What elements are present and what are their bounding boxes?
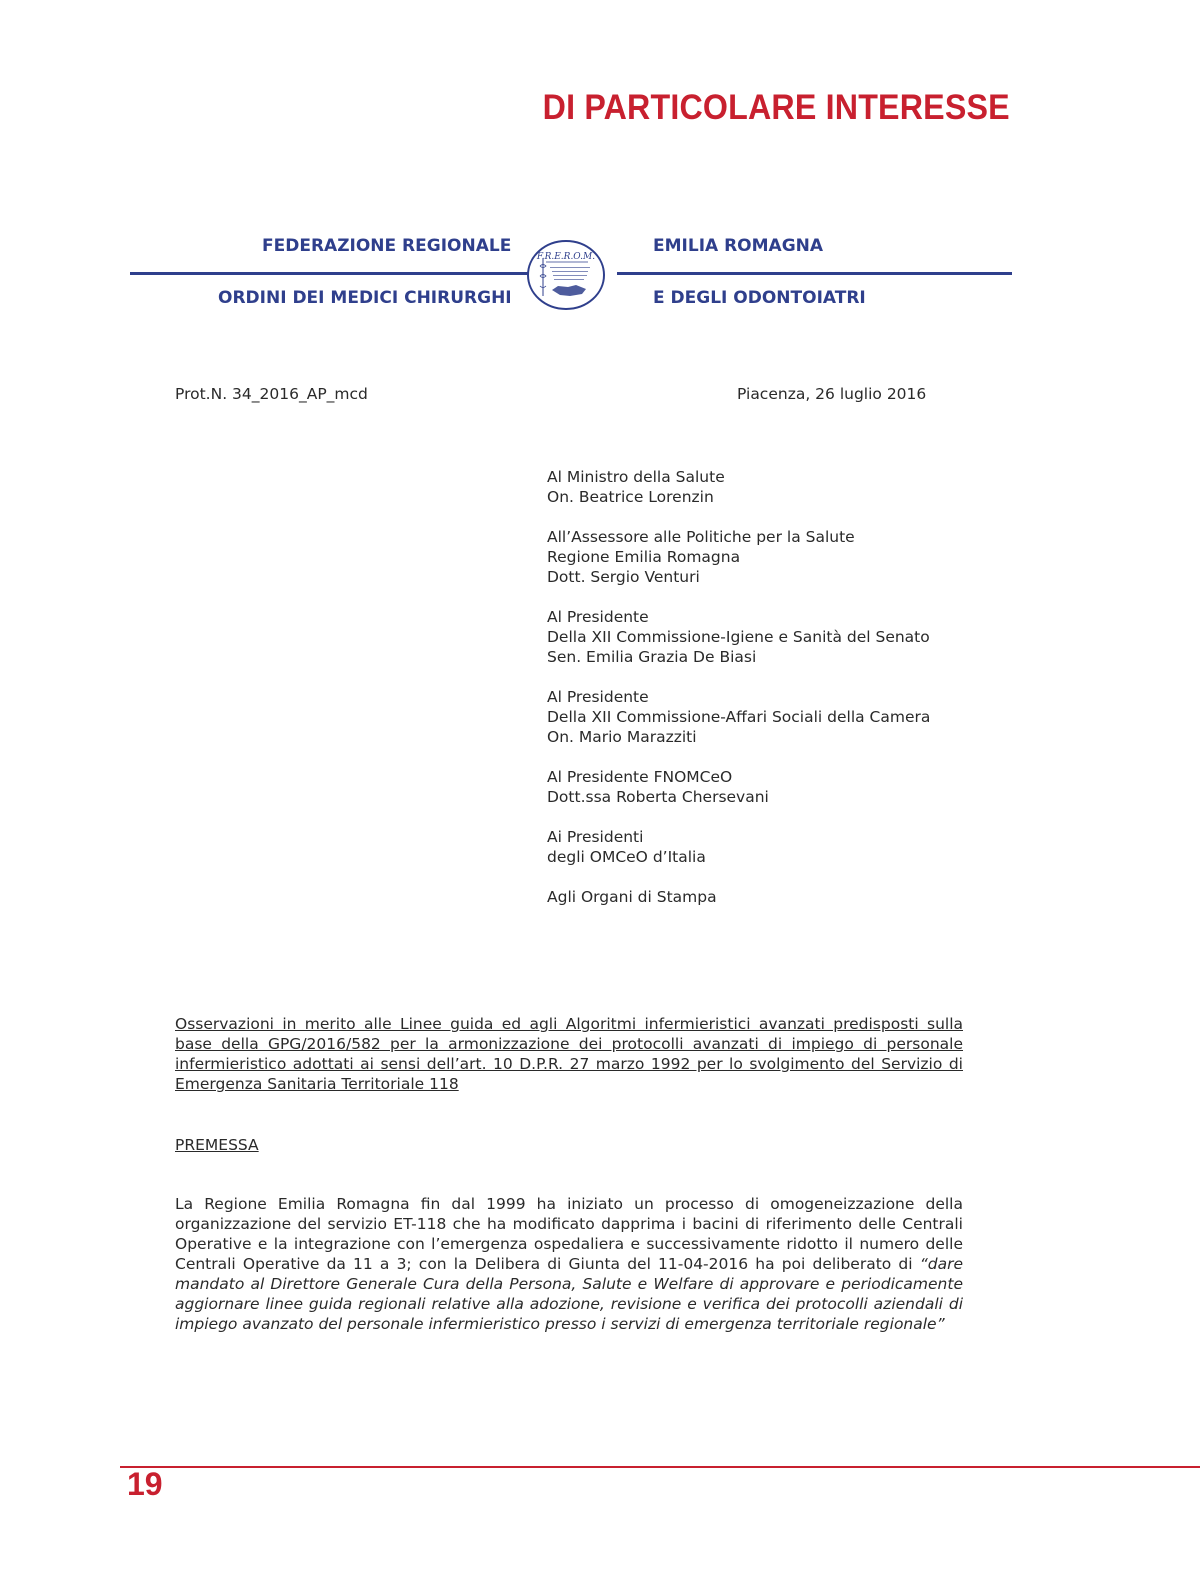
addressee-line: Al Presidente FNOMCeO	[547, 768, 733, 786]
letterhead-federation: FEDERAZIONE REGIONALE	[262, 236, 512, 256]
addressee-line: Dott. Sergio Venturi	[547, 568, 700, 586]
protocol-number: Prot.N. 34_2016_AP_mcd	[175, 385, 368, 403]
logo-acronym: F.R.E.R.O.M.	[536, 252, 596, 262]
addressee-block	[547, 767, 987, 807]
place-date: Piacenza, 26 luglio 2016	[737, 385, 927, 403]
section-title: DI PARTICOLARE INTERESSE	[542, 88, 1010, 127]
addressee-block	[547, 687, 987, 747]
federation-logo-icon	[524, 238, 608, 312]
addressee-line: Regione Emilia Romagna	[547, 548, 741, 566]
letter-subject: Osservazioni in merito alle Linee guida ed agli Algoritmi infermieristici avanzati predisposti sulla base della GPG/2016/582 per la armonizzazione dei protocolli avanzati di impiego di personale infermieristico adottati ai sensi dell’art. 10 D.P.R. 27 marzo 1992 per lo svolgimento del Servizio di Emergenza Sanitaria Territoriale 118	[175, 1015, 963, 1093]
addressee-line: degli OMCeO d’Italia	[547, 848, 706, 866]
footer-rule	[120, 1466, 1200, 1468]
addressee-line: Al Ministro della Salute	[547, 468, 725, 486]
addressee-line: Al Presidente	[547, 688, 649, 706]
addressee-line: Della XII Commissione-Affari Sociali della Camera	[547, 708, 931, 726]
addressee-line: Dott.ssa Roberta Chersevani	[547, 788, 769, 806]
body-text: La Regione Emilia Romagna fin dal 1999 ha iniziato un processo di omogeneizzazione della organizzazione del servizio ET-118 che ha modificato dapprima i bacini di riferimento delle Centrali Operative e la integrazione con l’emergenza ospedaliera e successivamente ridotto il numero delle Centrali Operative da 11 a 3; con la Delibera di Giunta del 11-04-2016 ha poi deliberato di	[175, 1195, 963, 1273]
addressee-line: Agli Organi di Stampa	[547, 888, 717, 906]
addressee-block	[547, 887, 987, 907]
body-paragraph	[175, 1194, 963, 1334]
addressee-list	[547, 467, 987, 927]
addressee-block	[547, 607, 987, 667]
addressee-line: On. Mario Marazziti	[547, 728, 697, 746]
body-quote: “dare mandato al Direttore Generale Cura della Persona, Salute e Welfare di approvare e periodicamente aggiornare linee guida regionali relative alla adozione, revisione e verifica dei protocolli aziendali di impiego avanzato del personale infermieristico presso i servizi di emergenza territoriale regionale”	[175, 1255, 963, 1333]
letterhead-dentists: E DEGLI ODONTOIATRI	[653, 288, 866, 308]
letterhead-rule-left	[130, 272, 528, 275]
addressee-line: Della XII Commissione-Igiene e Sanità del Senato	[547, 628, 930, 646]
addressee-line: Sen. Emilia Grazia De Biasi	[547, 648, 757, 666]
addressee-line: All’Assessore alle Politiche per la Salute	[547, 528, 855, 546]
letterhead-rule-right	[617, 272, 1012, 275]
addressee-line: Al Presidente	[547, 608, 649, 626]
addressee-line: Ai Presidenti	[547, 828, 644, 846]
letterhead-orders: ORDINI DEI MEDICI CHIRURGHI	[218, 288, 512, 308]
addressee-line: On. Beatrice Lorenzin	[547, 488, 714, 506]
addressee-block	[547, 827, 987, 867]
addressee-block	[547, 527, 987, 587]
addressee-block	[547, 467, 987, 507]
page-number: 19	[127, 1466, 163, 1502]
letterhead-region: EMILIA ROMAGNA	[653, 236, 824, 256]
premessa-heading: PREMESSA	[175, 1136, 259, 1154]
